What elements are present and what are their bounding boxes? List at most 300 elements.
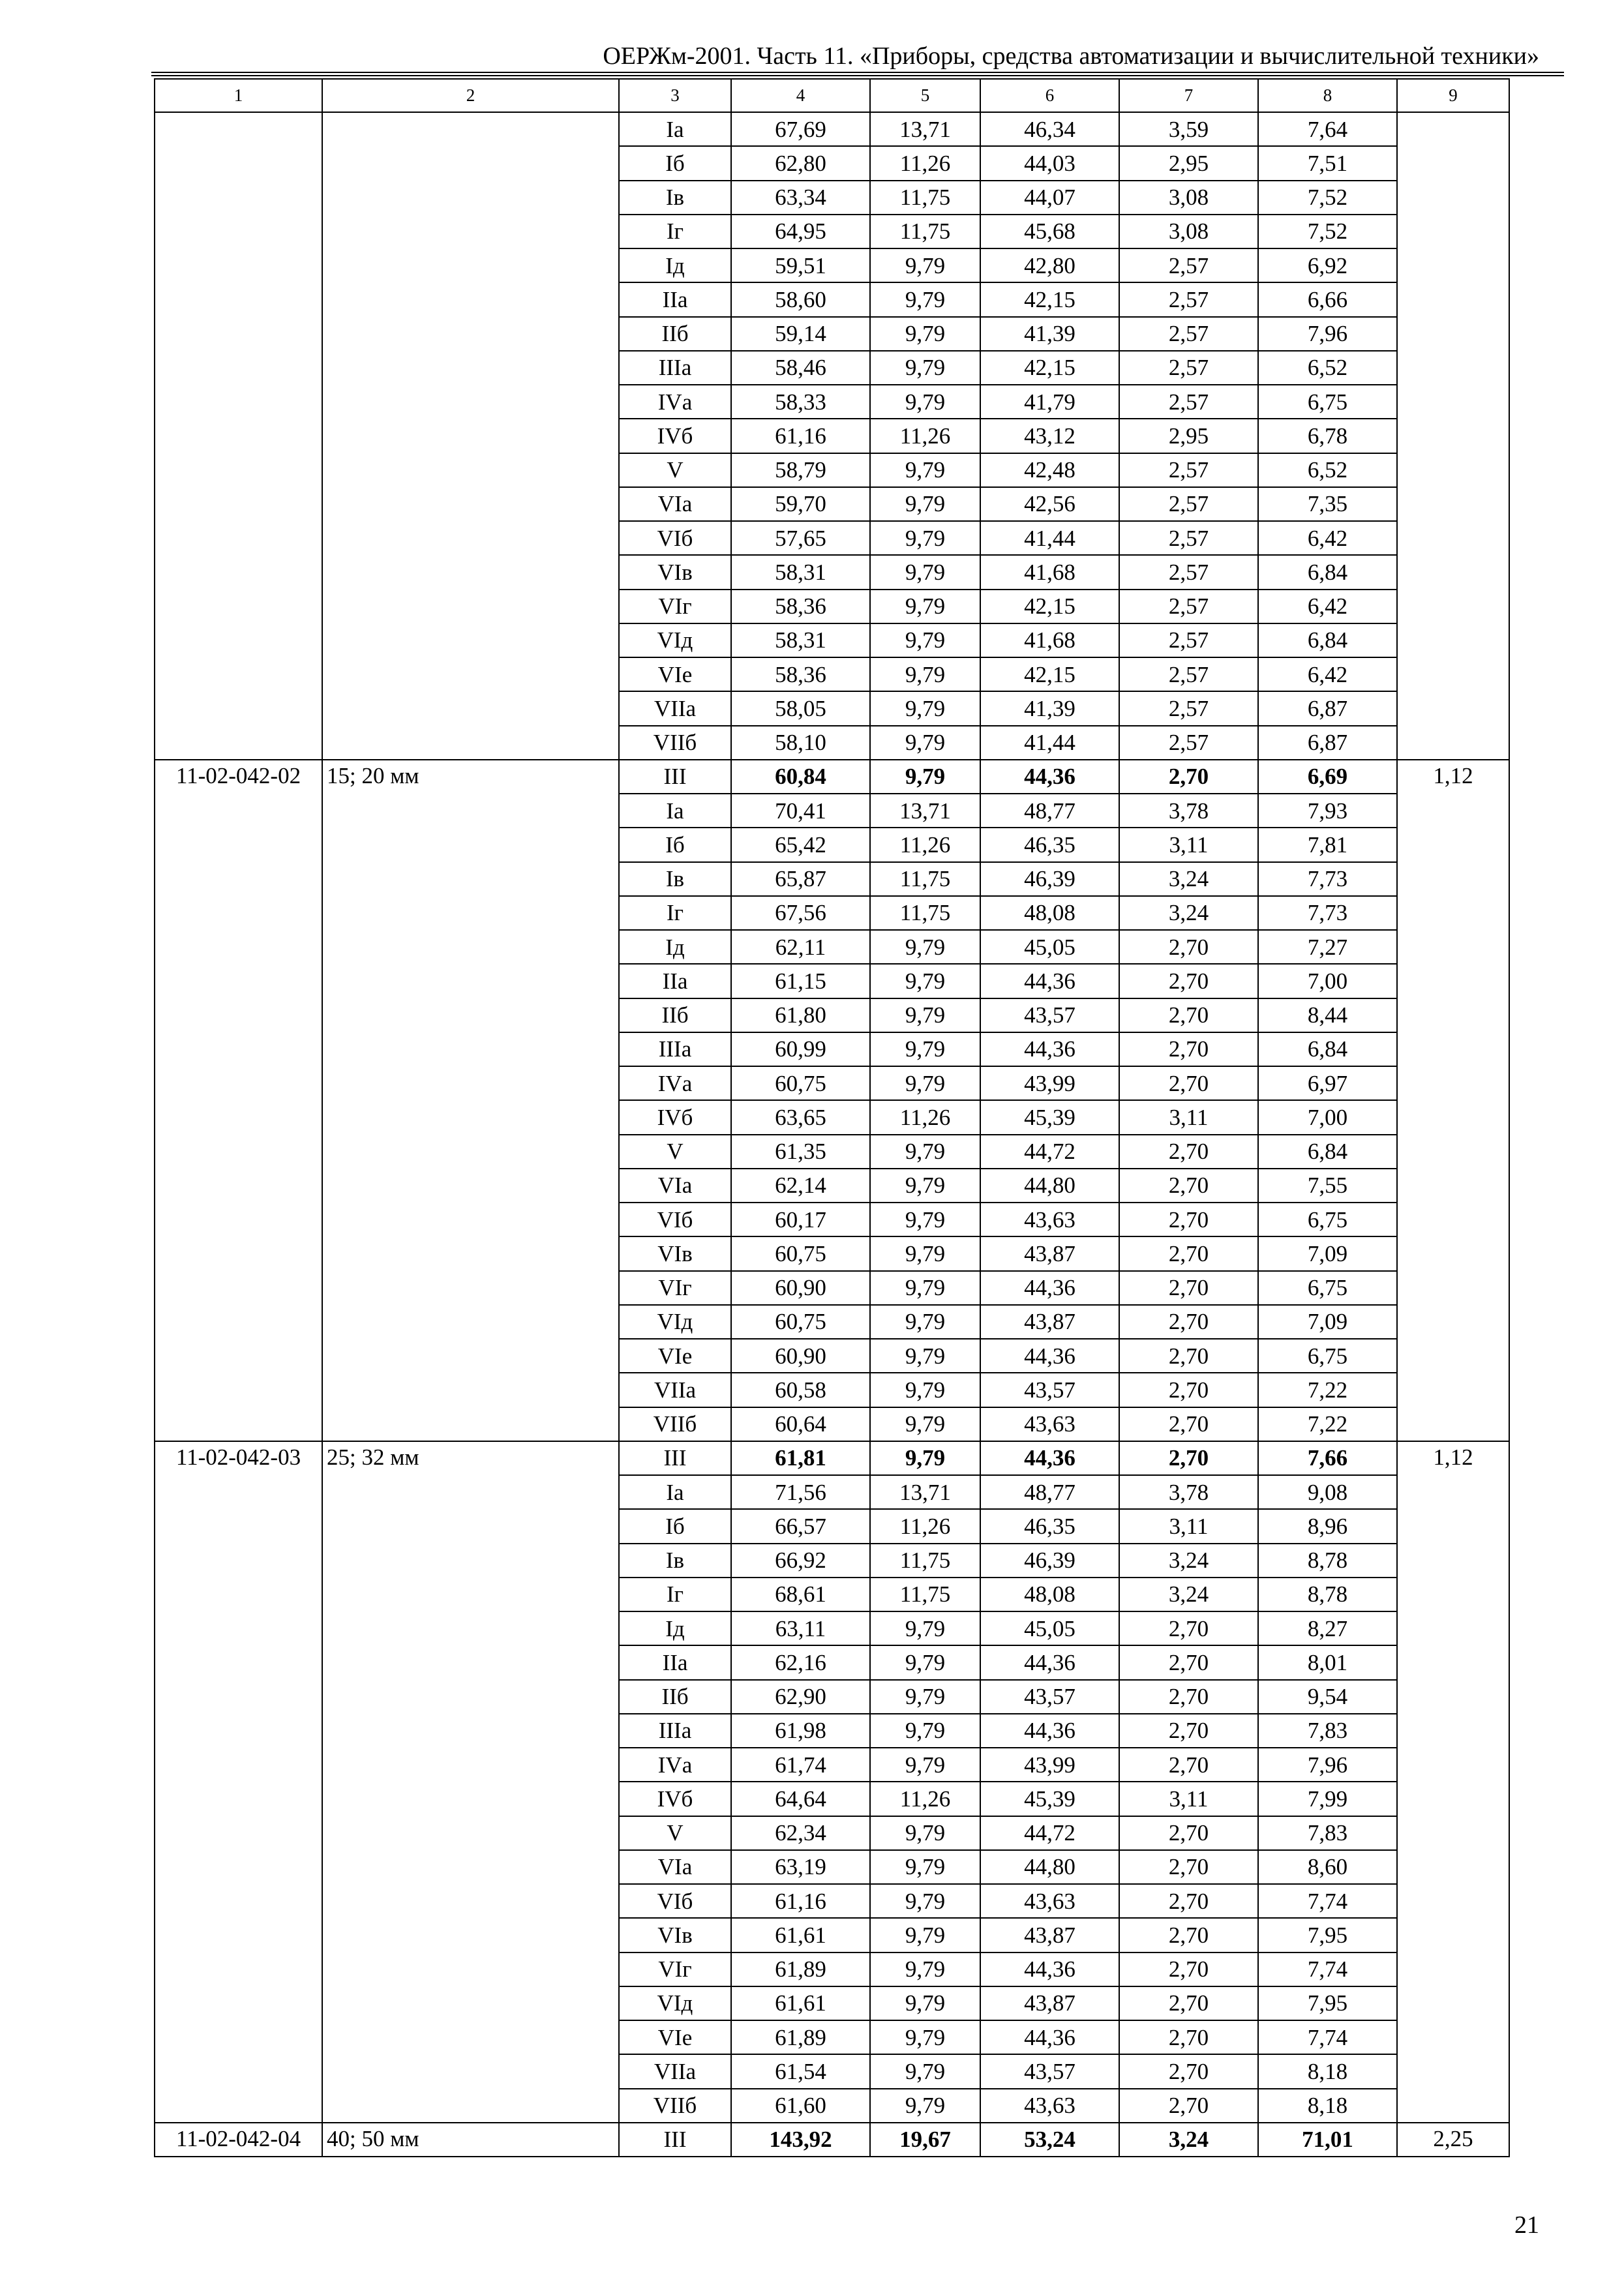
value-cell: 48,77 [980,1475,1119,1509]
zone-cell: Iв [619,181,731,215]
value-cell: 45,05 [980,1611,1119,1645]
value-cell: 44,80 [980,1169,1119,1203]
value-cell: 66,57 [731,1509,870,1543]
value-cell: 9,79 [870,1952,980,1986]
value-cell: 2,70 [1119,1611,1258,1645]
zone-cell: VIв [619,1236,731,1270]
value-cell: 3,11 [1119,1100,1258,1134]
value-cell: 11,26 [870,1100,980,1134]
table-row [155,760,1509,794]
value-cell: 9,79 [870,657,980,691]
value-cell: 8,27 [1258,1611,1397,1645]
value-cell: 2,70 [1119,1236,1258,1270]
value-cell: 9,79 [870,1236,980,1270]
value-cell: 7,81 [1258,828,1397,861]
value-cell: 44,36 [980,1645,1119,1679]
value-cell: 11,75 [870,181,980,215]
value-cell: 7,74 [1258,1952,1397,1986]
value-cell: 7,22 [1258,1373,1397,1407]
value-cell: 3,24 [1119,896,1258,930]
column-header: 5 [870,79,980,112]
value-cell: 9,79 [870,964,980,998]
value-cell: 2,57 [1119,487,1258,521]
value-cell: 11,26 [870,828,980,861]
value-cell: 3,78 [1119,794,1258,828]
value-cell: 7,96 [1258,1748,1397,1782]
value-cell: 7,35 [1258,487,1397,521]
value-cell: 61,80 [731,998,870,1032]
value-cell: 45,39 [980,1782,1119,1816]
value-cell: 3,24 [1119,862,1258,896]
zone-cell: IVа [619,1066,731,1100]
value-cell: 6,92 [1258,248,1397,282]
zone-cell: VIа [619,1850,731,1884]
value-cell: 42,15 [980,657,1119,691]
zone-cell: VIд [619,1305,731,1339]
zone-cell: VIв [619,1918,731,1952]
zone-cell: Iд [619,930,731,964]
value-cell: 43,57 [980,1680,1119,1714]
value-cell: 2,70 [1119,1373,1258,1407]
value-cell: 62,80 [731,146,870,180]
value-cell: 7,52 [1258,215,1397,248]
value-cell: 43,63 [980,1203,1119,1236]
column-header: 6 [980,79,1119,112]
value-cell: 6,75 [1258,1271,1397,1305]
value-cell: 63,19 [731,1850,870,1884]
rate-name-cell [322,112,619,760]
table-row [155,2123,1509,2157]
zone-cell: III [619,1441,731,1475]
value-cell: 2,70 [1119,2089,1258,2123]
value-cell: 3,11 [1119,1782,1258,1816]
value-cell: 8,01 [1258,1645,1397,1679]
value-cell: 46,34 [980,112,1119,146]
value-cell: 41,39 [980,691,1119,725]
value-cell: 2,70 [1119,930,1258,964]
zone-cell: VIб [619,521,731,555]
value-cell: 8,18 [1258,2054,1397,2088]
value-cell: 2,57 [1119,521,1258,555]
value-cell: 11,75 [870,896,980,930]
rate-code-cell: 11-02-042-04 [155,2123,322,2157]
value-cell: 45,39 [980,1100,1119,1134]
value-cell: 9,79 [870,1373,980,1407]
coefficient-cell: 1,12 [1397,1441,1509,2123]
value-cell: 11,75 [870,215,980,248]
table-row [155,1441,1509,1475]
value-cell: 41,44 [980,521,1119,555]
value-cell: 41,44 [980,726,1119,760]
value-cell: 6,42 [1258,590,1397,623]
value-cell: 42,15 [980,351,1119,385]
value-cell: 143,92 [731,2123,870,2157]
value-cell: 42,80 [980,248,1119,282]
value-cell: 7,99 [1258,1782,1397,1816]
value-cell: 3,24 [1119,2123,1258,2157]
value-cell: 61,61 [731,1986,870,2020]
coefficient-cell: 2,25 [1397,2123,1509,2157]
value-cell: 2,95 [1119,419,1258,453]
zone-cell: Iв [619,862,731,896]
value-cell: 2,70 [1119,1305,1258,1339]
value-cell: 59,70 [731,487,870,521]
value-cell: 2,57 [1119,248,1258,282]
value-cell: 2,70 [1119,1918,1258,1952]
zone-cell: IIб [619,317,731,351]
value-cell: 9,08 [1258,1475,1397,1509]
value-cell: 7,73 [1258,896,1397,930]
value-cell: 58,10 [731,726,870,760]
zone-cell: VIIа [619,1373,731,1407]
value-cell: 65,87 [731,862,870,896]
rates-table-container [154,78,1510,2157]
zone-cell: VIIа [619,2054,731,2088]
value-cell: 9,79 [870,1986,980,2020]
value-cell: 44,36 [980,964,1119,998]
rates-table [154,78,1510,2157]
value-cell: 2,57 [1119,657,1258,691]
value-cell: 58,31 [731,623,870,657]
zone-cell: Iг [619,1578,731,1611]
page-number: 21 [1514,2211,1539,2239]
value-cell: 58,79 [731,453,870,487]
value-cell: 43,99 [980,1066,1119,1100]
value-cell: 45,05 [980,930,1119,964]
value-cell: 61,61 [731,1918,870,1952]
value-cell: 9,79 [870,1169,980,1203]
value-cell: 6,84 [1258,1135,1397,1169]
value-cell: 13,71 [870,112,980,146]
value-cell: 58,46 [731,351,870,385]
value-cell: 43,99 [980,1748,1119,1782]
column-header: 3 [619,79,731,112]
value-cell: 46,35 [980,1509,1119,1543]
value-cell: 9,79 [870,521,980,555]
value-cell: 11,75 [870,1578,980,1611]
value-cell: 46,39 [980,862,1119,896]
zone-cell: Iг [619,896,731,930]
value-cell: 8,60 [1258,1850,1397,1884]
value-cell: 11,26 [870,419,980,453]
value-cell: 2,70 [1119,1441,1258,1475]
value-cell: 71,01 [1258,2123,1397,2157]
value-cell: 7,00 [1258,1100,1397,1134]
value-cell: 70,41 [731,794,870,828]
value-cell: 2,70 [1119,998,1258,1032]
value-cell: 9,79 [870,453,980,487]
zone-cell: VIе [619,657,731,691]
zone-cell: VIг [619,1271,731,1305]
value-cell: 7,95 [1258,1918,1397,1952]
zone-cell: V [619,453,731,487]
value-cell: 43,87 [980,1986,1119,2020]
value-cell: 9,79 [870,1305,980,1339]
value-cell: 7,96 [1258,317,1397,351]
value-cell: 3,08 [1119,215,1258,248]
value-cell: 8,18 [1258,2089,1397,2123]
value-cell: 2,57 [1119,623,1258,657]
value-cell: 62,90 [731,1680,870,1714]
value-cell: 44,36 [980,1339,1119,1373]
value-cell: 62,16 [731,1645,870,1679]
value-cell: 7,74 [1258,2020,1397,2054]
zone-cell: III [619,2123,731,2157]
value-cell: 64,64 [731,1782,870,1816]
value-cell: 43,87 [980,1918,1119,1952]
value-cell: 7,95 [1258,1986,1397,2020]
zone-cell: IIб [619,998,731,1032]
value-cell: 2,70 [1119,1339,1258,1373]
value-cell: 60,75 [731,1066,870,1100]
column-header: 4 [731,79,870,112]
value-cell: 2,70 [1119,2054,1258,2088]
value-cell: 61,60 [731,2089,870,2123]
value-cell: 7,09 [1258,1236,1397,1270]
value-cell: 9,79 [870,590,980,623]
value-cell: 61,54 [731,2054,870,2088]
value-cell: 9,79 [870,998,980,1032]
zone-cell: VIа [619,1169,731,1203]
value-cell: 44,36 [980,760,1119,794]
value-cell: 67,69 [731,112,870,146]
value-cell: 9,79 [870,2089,980,2123]
value-cell: 44,03 [980,146,1119,180]
zone-cell: Iа [619,112,731,146]
value-cell: 2,57 [1119,282,1258,316]
zone-cell: Iб [619,828,731,861]
value-cell: 2,57 [1119,691,1258,725]
value-cell: 58,31 [731,555,870,589]
value-cell: 9,79 [870,2020,980,2054]
value-cell: 6,87 [1258,691,1397,725]
zone-cell: VIб [619,1203,731,1236]
value-cell: 2,57 [1119,555,1258,589]
value-cell: 9,79 [870,930,980,964]
column-header: 2 [322,79,619,112]
value-cell: 9,79 [870,351,980,385]
value-cell: 9,79 [870,1816,980,1850]
value-cell: 60,99 [731,1032,870,1066]
value-cell: 68,61 [731,1578,870,1611]
value-cell: 2,70 [1119,1986,1258,2020]
value-cell: 67,56 [731,896,870,930]
value-cell: 44,36 [980,1032,1119,1066]
zone-cell: VIг [619,1952,731,1986]
value-cell: 60,64 [731,1407,870,1441]
value-cell: 7,55 [1258,1169,1397,1203]
value-cell: 43,57 [980,998,1119,1032]
value-cell: 8,44 [1258,998,1397,1032]
value-cell: 9,79 [870,1748,980,1782]
value-cell: 11,75 [870,1544,980,1578]
value-cell: 60,90 [731,1271,870,1305]
value-cell: 44,72 [980,1816,1119,1850]
value-cell: 11,26 [870,1782,980,1816]
value-cell: 41,68 [980,555,1119,589]
value-cell: 9,79 [870,1135,980,1169]
value-cell: 9,79 [870,1441,980,1475]
header-rule [151,72,1564,73]
value-cell: 63,11 [731,1611,870,1645]
value-cell: 7,64 [1258,112,1397,146]
value-cell: 2,70 [1119,1271,1258,1305]
value-cell: 7,52 [1258,181,1397,215]
value-cell: 2,70 [1119,1952,1258,1986]
value-cell: 9,79 [870,248,980,282]
zone-cell: IIIа [619,351,731,385]
value-cell: 66,92 [731,1544,870,1578]
value-cell: 42,15 [980,282,1119,316]
column-header: 9 [1397,79,1509,112]
zone-cell: VIб [619,1884,731,1918]
value-cell: 2,57 [1119,726,1258,760]
rate-code-cell: 11-02-042-03 [155,1441,322,2123]
header-rule [151,75,1564,76]
value-cell: 3,08 [1119,181,1258,215]
value-cell: 3,11 [1119,828,1258,861]
zone-cell: VIIа [619,691,731,725]
value-cell: 11,75 [870,862,980,896]
value-cell: 43,12 [980,419,1119,453]
value-cell: 7,27 [1258,930,1397,964]
zone-cell: IIа [619,282,731,316]
value-cell: 9,79 [870,1714,980,1748]
value-cell: 6,75 [1258,385,1397,419]
zone-cell: VIд [619,623,731,657]
value-cell: 9,79 [870,1918,980,1952]
value-cell: 48,08 [980,1578,1119,1611]
value-cell: 2,70 [1119,964,1258,998]
coefficient-cell [1397,112,1509,760]
value-cell: 6,84 [1258,555,1397,589]
value-cell: 63,34 [731,181,870,215]
value-cell: 7,83 [1258,1714,1397,1748]
table-row [155,112,1509,146]
value-cell: 9,79 [870,555,980,589]
value-cell: 60,58 [731,1373,870,1407]
value-cell: 9,79 [870,282,980,316]
value-cell: 61,74 [731,1748,870,1782]
value-cell: 9,79 [870,1680,980,1714]
rate-name-cell: 15; 20 мм [322,760,619,1441]
value-cell: 42,48 [980,453,1119,487]
value-cell: 42,56 [980,487,1119,521]
zone-cell: IVа [619,1748,731,1782]
value-cell: 6,78 [1258,419,1397,453]
value-cell: 7,51 [1258,146,1397,180]
value-cell: 2,70 [1119,1680,1258,1714]
column-header: 1 [155,79,322,112]
value-cell: 6,52 [1258,453,1397,487]
zone-cell: VIг [619,590,731,623]
zone-cell: IVб [619,1100,731,1134]
value-cell: 9,79 [870,1339,980,1373]
zone-cell: V [619,1816,731,1850]
zone-cell: VIе [619,2020,731,2054]
value-cell: 6,42 [1258,521,1397,555]
value-cell: 61,89 [731,1952,870,1986]
zone-cell: Iд [619,1611,731,1645]
value-cell: 9,79 [870,760,980,794]
value-cell: 7,22 [1258,1407,1397,1441]
value-cell: 3,11 [1119,1509,1258,1543]
value-cell: 44,36 [980,1271,1119,1305]
value-cell: 6,66 [1258,282,1397,316]
zone-cell: IIIа [619,1714,731,1748]
zone-cell: Iд [619,248,731,282]
value-cell: 6,69 [1258,760,1397,794]
value-cell: 9,79 [870,691,980,725]
value-cell: 8,78 [1258,1578,1397,1611]
value-cell: 44,36 [980,1441,1119,1475]
value-cell: 3,24 [1119,1544,1258,1578]
value-cell: 58,05 [731,691,870,725]
value-cell: 62,14 [731,1169,870,1203]
zone-cell: IIб [619,1680,731,1714]
column-header: 8 [1258,79,1397,112]
value-cell: 2,57 [1119,317,1258,351]
value-cell: 2,70 [1119,1203,1258,1236]
zone-cell: IIIа [619,1032,731,1066]
value-cell: 65,42 [731,828,870,861]
value-cell: 62,34 [731,1816,870,1850]
value-cell: 44,80 [980,1850,1119,1884]
value-cell: 9,79 [870,1271,980,1305]
zone-cell: VIе [619,1339,731,1373]
coefficient-cell: 1,12 [1397,760,1509,1441]
value-cell: 45,68 [980,215,1119,248]
value-cell: 7,83 [1258,1816,1397,1850]
value-cell: 62,11 [731,930,870,964]
zone-cell: V [619,1135,731,1169]
zone-cell: IVа [619,385,731,419]
value-cell: 13,71 [870,1475,980,1509]
value-cell: 6,84 [1258,623,1397,657]
table-header-row [155,79,1509,112]
value-cell: 46,35 [980,828,1119,861]
value-cell: 58,33 [731,385,870,419]
value-cell: 61,81 [731,1441,870,1475]
value-cell: 43,57 [980,1373,1119,1407]
value-cell: 59,51 [731,248,870,282]
value-cell: 2,70 [1119,2020,1258,2054]
value-cell: 2,95 [1119,146,1258,180]
value-cell: 9,79 [870,1032,980,1066]
value-cell: 43,63 [980,1884,1119,1918]
value-cell: 6,75 [1258,1339,1397,1373]
value-cell: 64,95 [731,215,870,248]
value-cell: 6,97 [1258,1066,1397,1100]
value-cell: 2,57 [1119,453,1258,487]
zone-cell: Iб [619,1509,731,1543]
value-cell: 53,24 [980,2123,1119,2157]
value-cell: 6,84 [1258,1032,1397,1066]
value-cell: 2,70 [1119,1884,1258,1918]
value-cell: 2,70 [1119,1645,1258,1679]
value-cell: 9,79 [870,1645,980,1679]
value-cell: 11,26 [870,1509,980,1543]
value-cell: 2,70 [1119,1135,1258,1169]
value-cell: 6,87 [1258,726,1397,760]
value-cell: 9,54 [1258,1680,1397,1714]
value-cell: 2,70 [1119,1032,1258,1066]
value-cell: 41,39 [980,317,1119,351]
value-cell: 2,70 [1119,1714,1258,1748]
value-cell: 61,16 [731,419,870,453]
value-cell: 61,15 [731,964,870,998]
rate-name-cell: 40; 50 мм [322,2123,619,2157]
